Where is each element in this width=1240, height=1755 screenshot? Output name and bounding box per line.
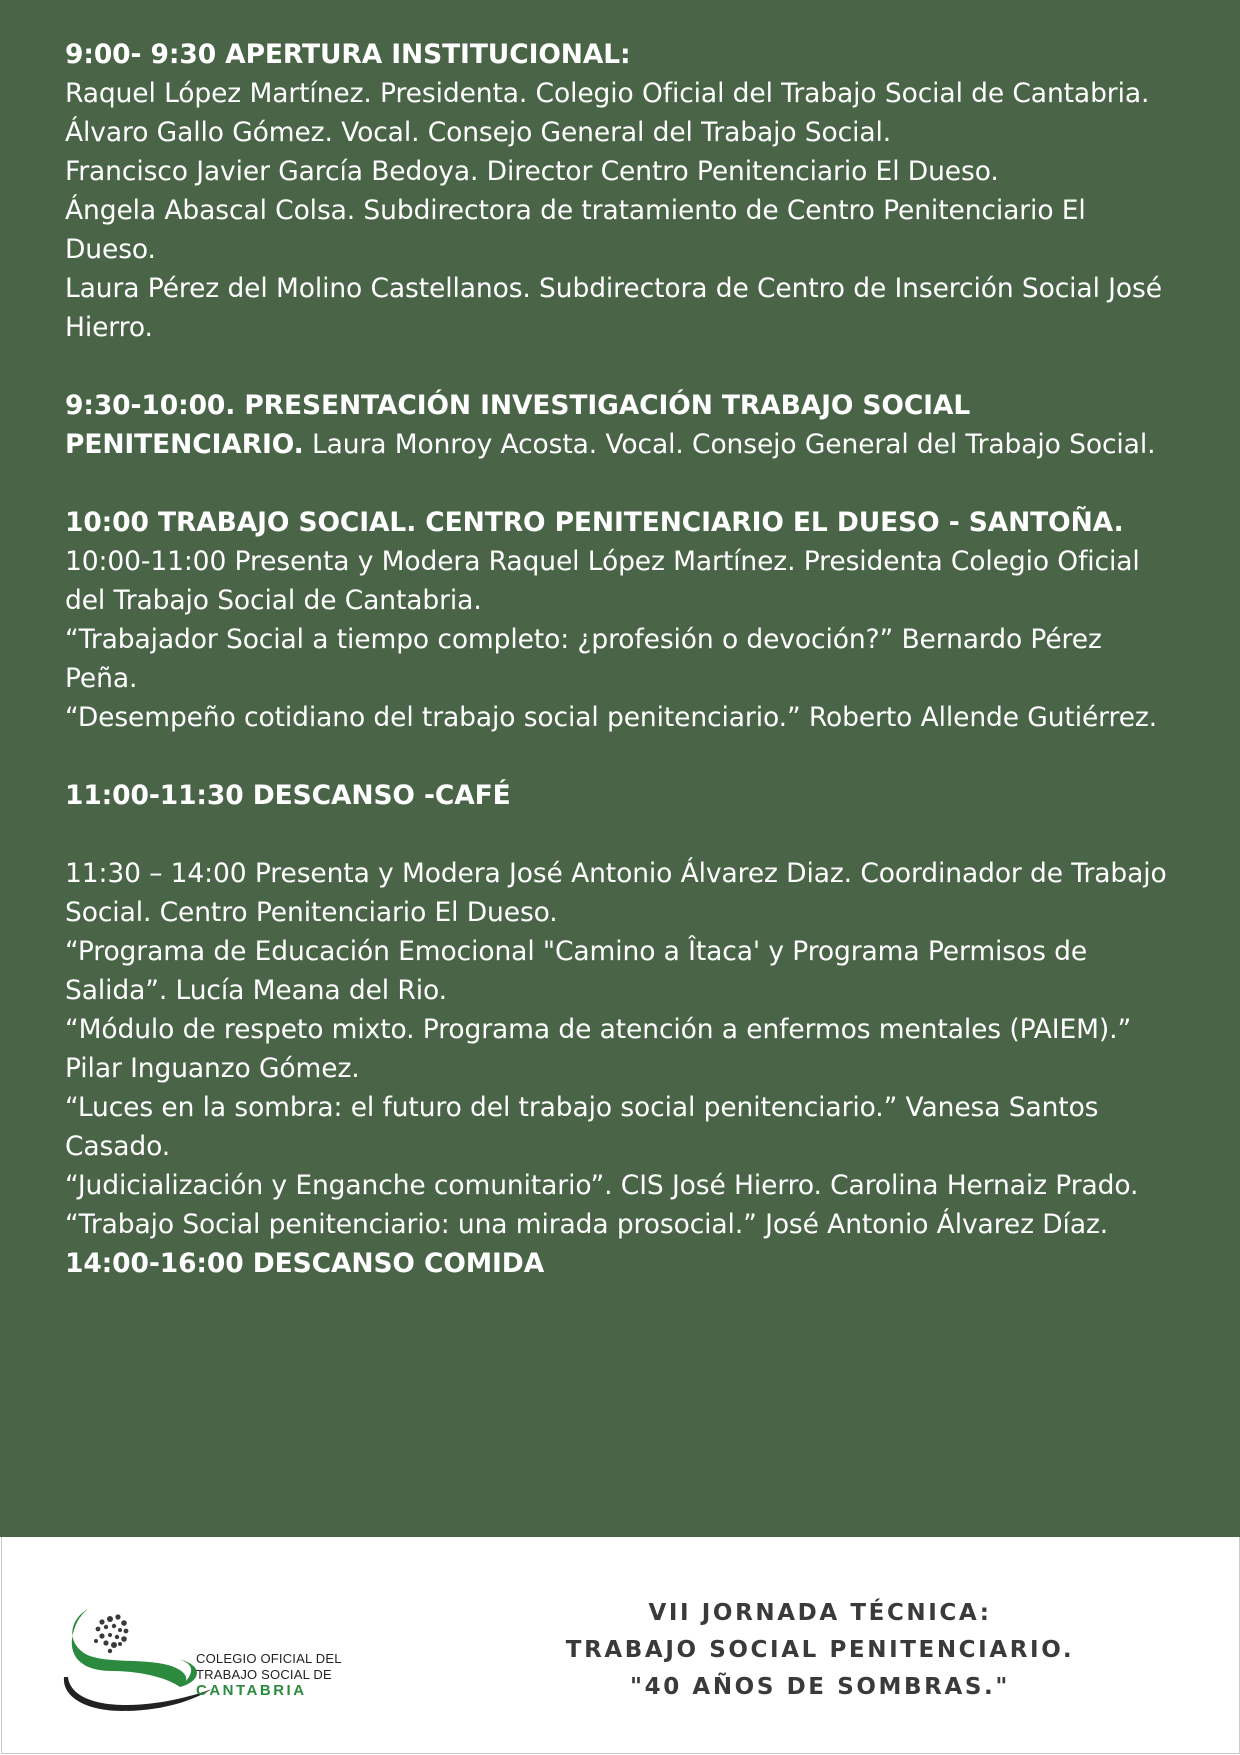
talk-line: 10:00-11:00 Presenta y Modera Raquel López Martínez. Presidenta Colegio Oficial del Trabajo Social de Cantabria. bbox=[65, 546, 1140, 616]
talk-line: “Trabajador Social a tiempo completo: ¿profesión o devoción?” Bernardo Pérez Peña. bbox=[65, 624, 1102, 694]
segunda-parte-section bbox=[65, 854, 1180, 1283]
speaker-line: Ángela Abascal Colsa. Subdirectora de tratamiento de Centro Penitenciario El Dueso. bbox=[65, 195, 1086, 265]
event-title-line: TRABAJO SOCIAL PENITENCIARIO. bbox=[565, 1637, 1075, 1663]
talk-line: “Luces en la sombra: el futuro del trabajo social penitenciario.” Vanesa Santos Casado. bbox=[65, 1092, 1099, 1162]
talk-line: 11:30 – 14:00 Presenta y Modera José Antonio Álvarez Diaz. Coordinador de Trabajo Social. Centro Penitenciario El Dueso. bbox=[65, 858, 1167, 928]
dueso-heading: 10:00 TRABAJO SOCIAL. CENTRO PENITENCIARIO EL DUESO - SANTOÑA. bbox=[65, 507, 1124, 538]
talk-line: “Judicialización y Enganche comunitario”. CIS José Hierro. Carolina Hernaiz Prado. bbox=[65, 1170, 1139, 1201]
talk-line: “Desempeño cotidiano del trabajo social penitenciario.” Roberto Allende Gutiérrez. bbox=[65, 702, 1158, 733]
event-title-line: "40 AÑOS DE SOMBRAS." bbox=[630, 1674, 1010, 1700]
speaker-line: Álvaro Gallo Gómez. Vocal. Consejo General del Trabajo Social. bbox=[65, 117, 892, 148]
event-title bbox=[520, 1595, 1120, 1706]
apertura-heading: 9:00- 9:30 APERTURA INSTITUCIONAL: bbox=[65, 39, 631, 70]
logo-text bbox=[196, 1651, 342, 1699]
logo-line: TRABAJO SOCIAL DE bbox=[196, 1667, 332, 1682]
descanso-cafe-section bbox=[65, 776, 1180, 815]
logo-line-cantabria: CANTABRIA bbox=[196, 1682, 307, 1699]
talk-line: “Módulo de respeto mixto. Programa de atención a enfermos mentales (PAIEM).” Pilar Inguanzo Gómez. bbox=[65, 1014, 1132, 1084]
logo-line: COLEGIO OFICIAL DEL bbox=[196, 1651, 342, 1666]
speaker-line: Raquel López Martínez. Presidenta. Colegio Oficial del Trabajo Social de Cantabria. bbox=[65, 78, 1150, 109]
presentacion-heading: 9:30-10:00. PRESENTACIÓN INVESTIGACIÓN TRABAJO SOCIAL PENITENCIARIO. bbox=[65, 390, 971, 460]
speaker-line: Francisco Javier García Bedoya. Director Centro Penitenciario El Dueso. bbox=[65, 156, 999, 187]
speaker-line: Laura Pérez del Molino Castellanos. Subdirectora de Centro de Inserción Social José Hierro. bbox=[65, 273, 1162, 343]
descanso-cafe-heading: 11:00-11:30 DESCANSO -CAFÉ bbox=[65, 780, 511, 811]
descanso-comida-heading: 14:00-16:00 DESCANSO COMIDA bbox=[65, 1248, 545, 1279]
apertura-section bbox=[65, 35, 1180, 347]
talk-line: “Trabajo Social penitenciario: una mirada prosocial.” José Antonio Álvarez Díaz. bbox=[65, 1209, 1109, 1240]
talk-line: “Programa de Educación Emocional "Camino a Îtaca' y Programa Permisos de Salida”. Lucía Meana del Rio. bbox=[65, 936, 1088, 1006]
presentacion-text: Laura Monroy Acosta. Vocal. Consejo General del Trabajo Social. bbox=[303, 429, 1156, 460]
presentacion-section bbox=[65, 386, 1180, 464]
footer bbox=[0, 1537, 1240, 1755]
dueso-section bbox=[65, 503, 1180, 737]
event-title-line: VII JORNADA TÉCNICA: bbox=[648, 1600, 992, 1626]
